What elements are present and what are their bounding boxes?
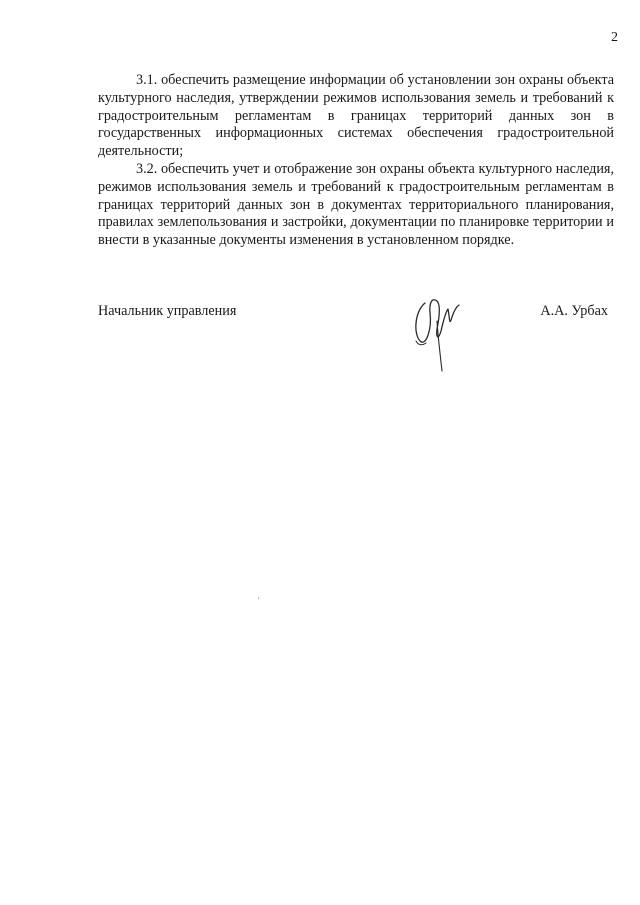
page-number: 2 bbox=[611, 30, 618, 45]
handwritten-signature bbox=[408, 291, 466, 373]
signatory-title: Начальник управления bbox=[98, 303, 237, 319]
paragraph-3-2: 3.2. обеспечить учет и отображение зон охраны объекта культурного наследия, режимов использования земель и требований к градостроительным регламентам в границах территорий данных зон в документах территориального планирования, правилах землепользования и застройки, документации по планировке территории и внести в указанные документы изменения в установленном порядке. bbox=[98, 160, 614, 249]
signatory-name: А.А. Урбах bbox=[540, 303, 608, 319]
document-body bbox=[98, 72, 614, 250]
paragraph-3-1: 3.1. обеспечить размещение информации об установлении зон охраны объекта культурного наследия, утверждении режимов использования земель и требований к градостроительным регламентам в границах территорий данных зон в государственных информационных системах обеспечения градостроительной деятельности; bbox=[98, 72, 614, 160]
scan-speck bbox=[258, 597, 259, 599]
signature-block bbox=[98, 303, 614, 383]
